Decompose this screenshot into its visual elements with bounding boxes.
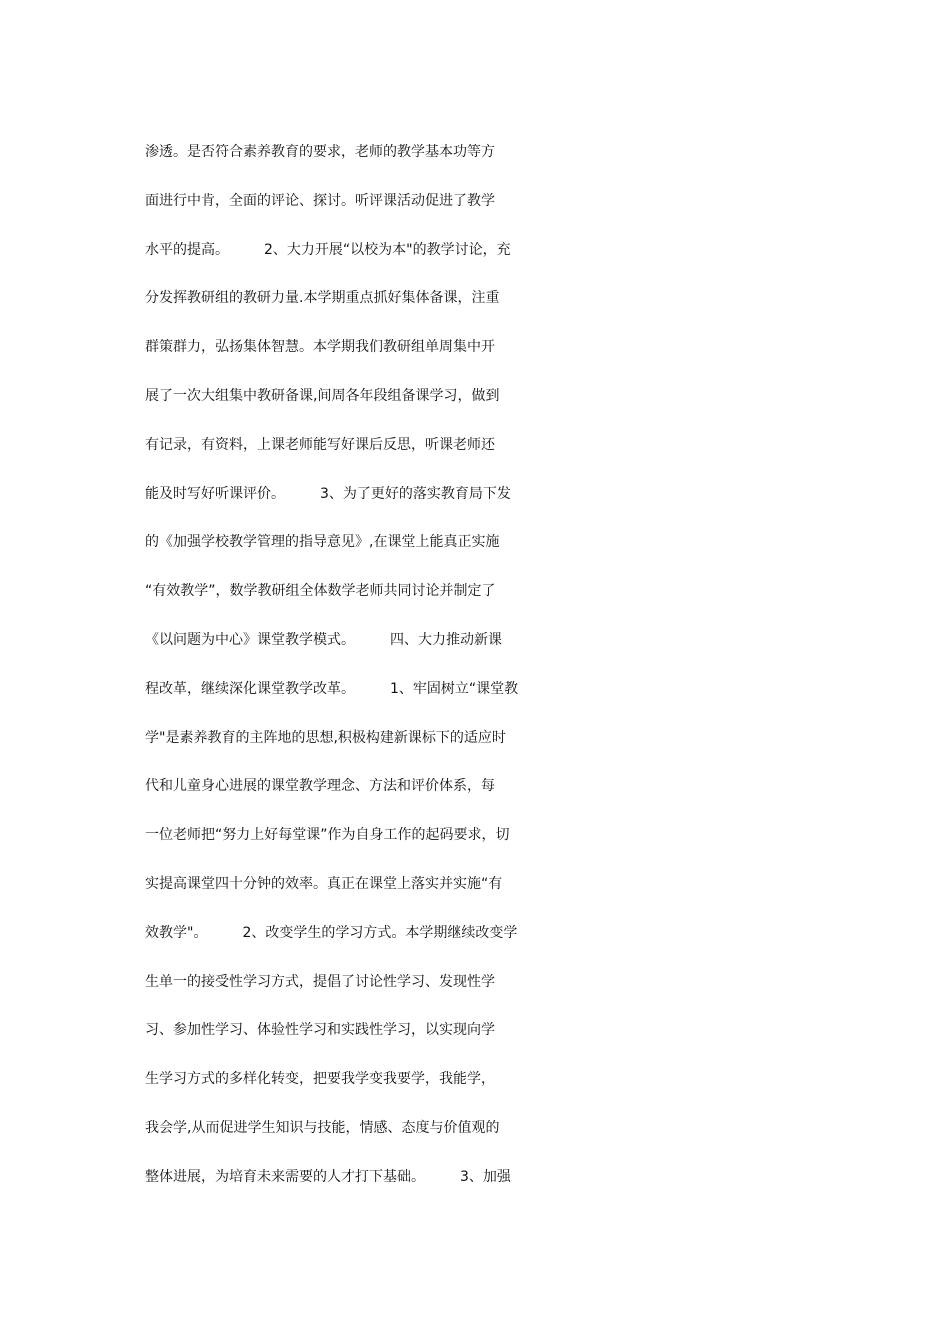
text-line: 生单一的接受性学习方式，提倡了讨论性学习、发现性学 xyxy=(145,973,495,990)
text-line: 代和儿童身心进展的课堂教学理念、方法和评价体系，每 xyxy=(145,778,495,795)
text-line: 面进行中肯，全面的评论、探讨。听评课活动促进了教学 xyxy=(145,192,495,209)
text-line: “有效教学”，数学教研组全体数学老师共同讨论并制定了 xyxy=(145,583,496,600)
text-line: 渗透。是否符合素养教育的要求，老师的教学基本功等方 xyxy=(145,144,495,160)
text-line: 的《加强学校教学管理的指导意见》,在课堂上能真正实施 xyxy=(145,534,500,551)
text-line: 学"是素养教育的主阵地的思想,积极构建新课标下的适应时 xyxy=(145,729,506,746)
body-text xyxy=(145,128,825,1202)
text-line: 程改革，继续深化课堂教学改革。 1、牢固树立“课堂教 xyxy=(145,680,519,697)
text-line: 能及时写好听课评价。 3、为了更好的落实教育局下发 xyxy=(145,485,511,502)
text-line: 水平的提高。 2、大力开展“以校为本"的教学讨论，充 xyxy=(145,241,511,258)
text-line: 效教学"。 2、改变学生的学习方式。本学期继续改变学 xyxy=(145,924,518,941)
text-line: 整体进展，为培育未来需要的人才打下基础。 3、加强 xyxy=(145,1168,511,1185)
text-line: 《以问题为中心》课堂教学模式。 四、大力推动新课 xyxy=(145,631,502,648)
text-line: 展了一次大组集中教研备课,间周各年段组备课学习，做到 xyxy=(145,387,500,404)
text-line: 群策群力，弘扬集体智慧。本学期我们教研组单周集中开 xyxy=(145,339,495,356)
text-line: 一位老师把“努力上好每堂课”作为自身工作的起码要求，切 xyxy=(145,827,510,844)
text-line: 我会学,从而促进学生知识与技能，情感、态度与价值观的 xyxy=(145,1119,500,1136)
text-line: 实提高课堂四十分钟的效率。真正在课堂上落实并实施“有 xyxy=(145,875,503,892)
text-line: 分发挥教研组的教研力量.本学期重点抓好集体备课，注重 xyxy=(145,290,500,307)
text-line: 有记录，有资料，上课老师能写好课后反思，听课老师还 xyxy=(145,436,495,453)
text-line: 生学习方式的多样化转变，把要我学变我要学，我能学， xyxy=(145,1071,495,1088)
text-line: 习、参加性学习、体验性学习和实践性学习，以实现向学 xyxy=(145,1022,495,1039)
